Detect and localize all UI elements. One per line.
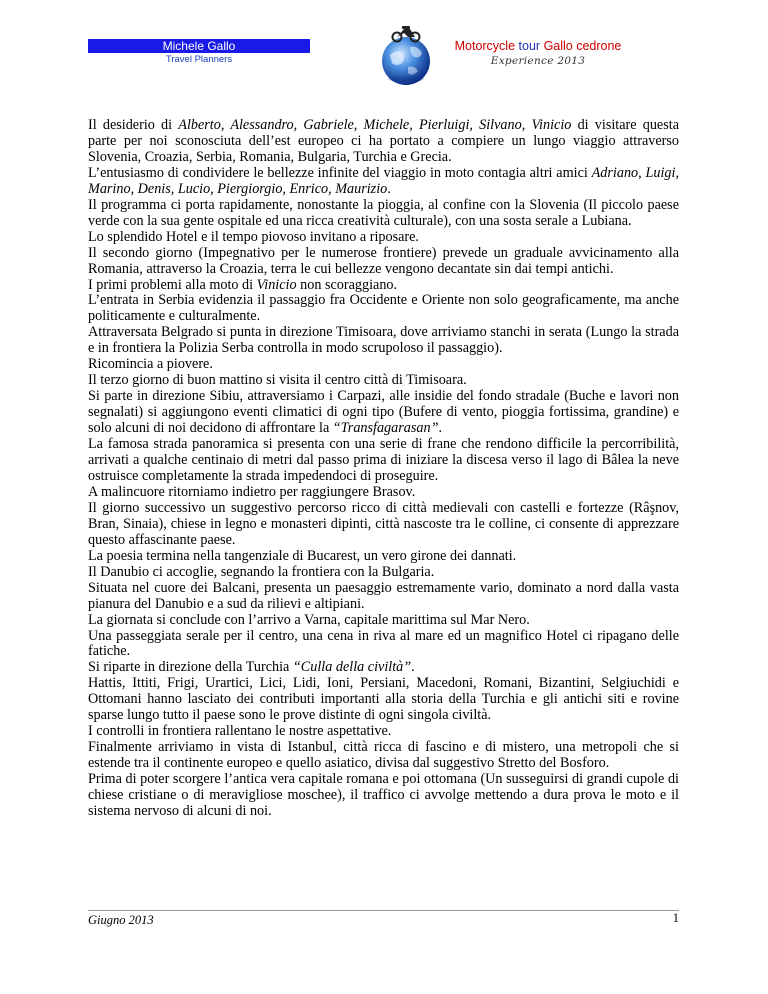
header-subtitle: Travel Planners	[165, 54, 233, 65]
page-number: 1	[672, 911, 679, 925]
travel-narrative	[88, 118, 679, 820]
paragraph: Hattis, Ittiti, Frigi, Urartici, Lici, Lidi, Ioni, Persiani, Macedoni, Romani, Bizantini, Selgiuchidi e Ottomani hanno lasciato dei contributi importanti alla storia della Turchia e gli antichi siti e rovine sparse lungo tutto il paese sono le prove distinte di ogni singola civiltà.	[88, 675, 679, 724]
paragraph: La giornata si conclude con l’arrivo a Varna, capitale marittima sul Mar Nero.	[88, 611, 530, 628]
paragraph: Prima di poter scorgere l’antica vera capitale romana e poi ottomana (Un susseguirsi di grandi cupole di chiese cristiane o di meravigliose moschee), il traffico ci avvolge mettendo a dura prova le moto e il sistema nervoso di alcuni di noi.	[88, 771, 679, 819]
paragraph: La famosa strada panoramica si presenta con una serie di frane che rendono difficile la percorribilità, arrivati a qualche centinaio di metri dal passo prima di iniziare la discesa verso il lago di Bâlea la neve ostruisce completamente la strada impedendoci di proseguire.	[88, 436, 679, 484]
header-experience: Experience 2013	[490, 55, 586, 67]
paragraph: Lo splendido Hotel e il tempo piovoso invitano a riposare.	[88, 228, 419, 245]
header-title-motorcycle: Motorcycle	[454, 39, 516, 53]
header-right-block	[438, 39, 638, 68]
paragraph: I controlli in frontiera rallentano le nostre aspettative.	[88, 723, 392, 740]
globe-motorcycle-logo-icon	[380, 23, 432, 87]
paragraph: Il secondo giorno (Impegnativo per le numerose frontiere) prevede un graduale avvicinamento alla Romania, attraverso la Croazia, terra le cui bellezze vengono decantate sin dai tempi antichi.	[88, 244, 679, 277]
header-title-gallo-cedrone: Gallo cedrone	[543, 39, 622, 53]
paragraph: Finalmente arriviamo in vista di Istanbul, città ricca di fascino e di mistero, una metropoli che si estende tra il continente europeo e quello asiatico, divisa dal suggestivo Stretto del Bosforo.	[88, 739, 679, 772]
header-title-tour: tour	[518, 39, 541, 53]
footer-divider	[88, 910, 679, 911]
paragraph: Il programma ci porta rapidamente, nonostante la pioggia, al confine con la Slovenia (Il piccolo paese verde con la sua gente ospitale ed una ricca creatività culturale), con una sosta serale a Lubiana.	[88, 196, 679, 229]
paragraph: Si riparte in direzione della Turchia “Culla della civiltà”.	[88, 659, 415, 676]
paragraph: L’entusiasmo di condividere le bellezze infinite del viaggio in moto contagia altri amici Adriano, Luigi, Marino, Denis, Lucio, Piergiorgio, Enrico, Maurizio.	[88, 164, 679, 197]
paragraph: A malincuore ritorniamo indietro per raggiungere Brasov.	[88, 483, 416, 500]
paragraph: I primi problemi alla moto di Vinicio non scoraggiano.	[88, 276, 398, 293]
footer-date: Giugno 2013	[88, 913, 154, 927]
paragraph: Si parte in direzione Sibiu, attraversiamo i Carpazi, alle insidie del fondo stradale (Buche e lavori non segnalati) si aggiungono eventi climatici di ogni tipo (Bufere di vento, pioggia fortissima, grandine) e solo alcuni di noi decidono di affrontare la “Transfagarasan”.	[88, 388, 679, 437]
paragraph: Il Danubio ci accoglie, segnando la frontiera con la Bulgaria.	[88, 563, 435, 580]
paragraph: L’entrata in Serbia evidenzia il passaggio fra Occidente e Oriente non solo geograficamente, ma anche politicamente e culturalmente.	[88, 292, 679, 325]
paragraph: Attraversata Belgrado si punta in direzione Timisoara, dove arriviamo stanchi in serata (Lungo la strada e in frontiera la Polizia Serba controlla in modo scrupoloso il passaggio).	[88, 324, 679, 357]
paragraph: La poesia termina nella tangenziale di Bucarest, un vero girone dei dannati.	[88, 547, 517, 564]
paragraph: Il terzo giorno di buon mattino si visita il centro città di Timisoara.	[88, 372, 467, 389]
paragraph: Una passeggiata serale per il centro, una cena in riva al mare ed un magnifico Hotel ci ripagano delle fatiche.	[88, 627, 679, 660]
paragraph: Il giorno successivo un suggestivo percorso ricco di città medievali con castelli e fortezze (Râşnov, Bran, Sinaia), chiese in legno e monasteri dipinti, città nascoste tra le colline, ci consente di apprezzare questo affascinante paese.	[88, 499, 679, 548]
header-left-block	[88, 39, 310, 67]
paragraph: Ricomincia a piovere.	[88, 356, 213, 373]
paragraph: Il desiderio di Alberto, Alessandro, Gabriele, Michele, Pierluigi, Silvano, Vinicio di visitare questa parte per noi sconosciuta dell’est europeo ci ha portato a compiere un lungo viaggio attraverso Slovenia, Croazia, Serbia, Romania, Bulgaria, Turchia e Grecia.	[88, 117, 679, 165]
header-tour-title	[438, 39, 638, 54]
header-name-banner: Michele Gallo	[88, 39, 310, 53]
paragraph: Situata nel cuore dei Balcani, presenta un paesaggio estremamente vario, dominato a nord dalla vasta pianura del Danubio e a sud da rilievi e altipiani.	[88, 579, 679, 612]
